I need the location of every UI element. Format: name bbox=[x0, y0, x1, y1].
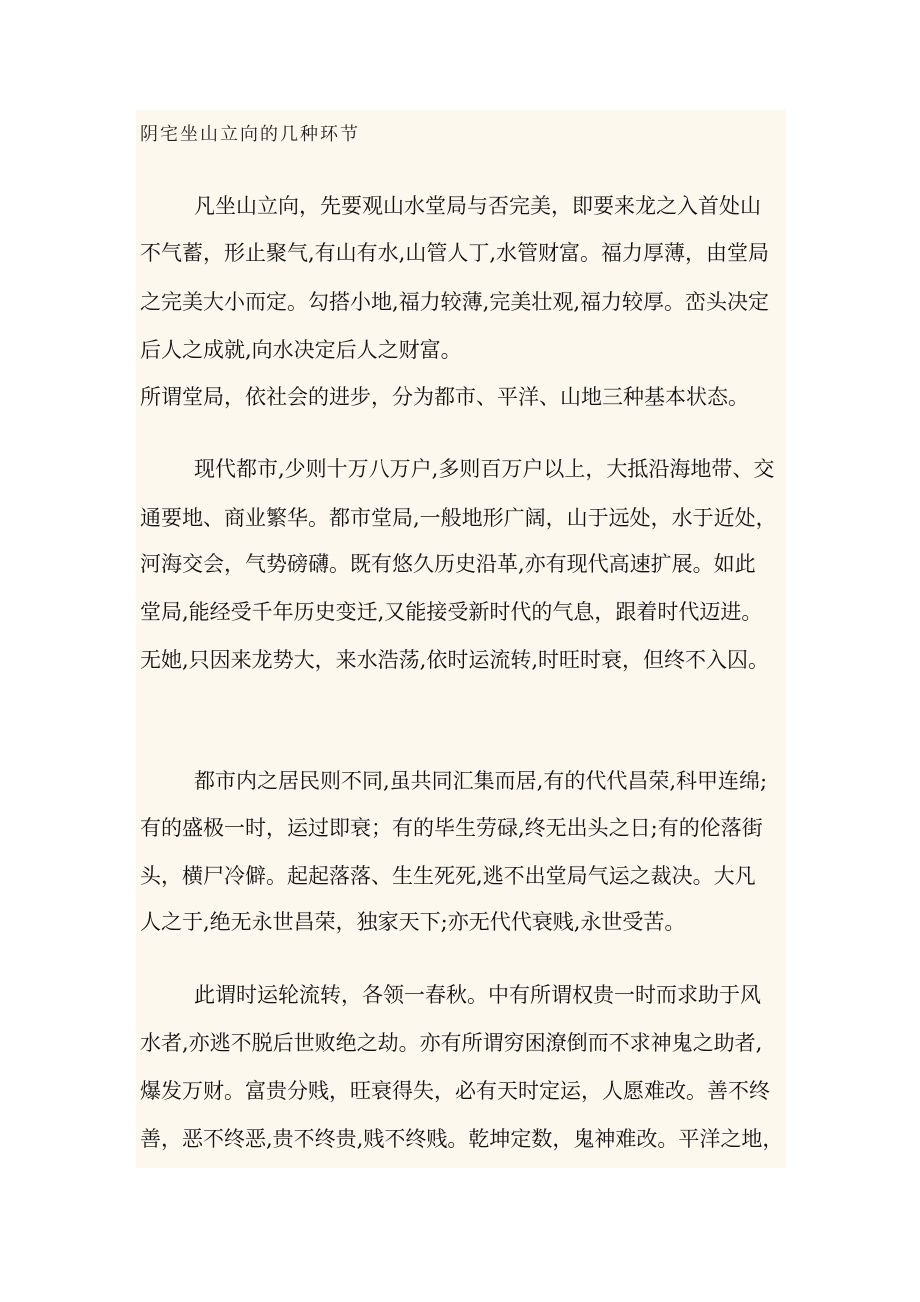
paragraph-3-line-1: 现代都市,少则十万八万户,多则百万户以上，大抵沿海地带、交 bbox=[194, 457, 775, 481]
paragraph-2-line-1: 所谓堂局，依社会的进步，分为都市、平洋、山地三种基本状态。 bbox=[140, 385, 749, 409]
paragraph-3-line-5: 无她,只因来龙势大，来水浩荡,依时运流转,时旺时衰，但终不入囚。 bbox=[140, 648, 770, 672]
paragraph-5-line-2: 水者,亦逃不脱后世败绝之劫。亦有所谓穷困潦倒而不求神鬼之助者, bbox=[140, 1031, 763, 1055]
paragraph-4-line-3: 头，横尸冷僻。起起落落、生生死死,逃不出堂局气运之裁决。大凡 bbox=[140, 864, 756, 888]
paragraph-1-line-1: 凡坐山立向，先要观山水堂局与否完美，即要来龙之入首处山 bbox=[194, 194, 761, 218]
paragraph-3-line-4: 堂局,能经受千年历史变迁,又能接受新时代的气息，跟着时代迈进。 bbox=[140, 600, 763, 624]
paragraph-4-line-2: 有的盛极一时，运过即衰；有的毕生劳碌,终无出头之日;有的伦落街 bbox=[140, 816, 763, 840]
paragraph-4-line-4: 人之于,绝无永世昌荣，独家天下;亦无代代衰贱,永世受苦。 bbox=[140, 910, 686, 934]
paragraph-1-line-4: 后人之成就,向水决定后人之财富。 bbox=[140, 338, 462, 362]
paragraph-1-line-2: 不气蓄，形止聚气,有山有水,山管人丁,水管财富。福力厚薄，由堂局 bbox=[140, 241, 770, 265]
paragraph-5-line-3: 爆发万财。富贵分贱，旺衰得失，必有天时定运，人愿难改。善不终 bbox=[140, 1079, 770, 1103]
document-title: 阴宅坐山立向的几种环节 bbox=[140, 124, 360, 145]
paragraph-4-line-1: 都市内之居民则不同,虽共同汇集而居,有的代代昌荣,科甲连绵; bbox=[194, 769, 768, 793]
paragraph-3-line-3: 河海交会，气势磅礴。既有悠久历史沿革,亦有现代高速扩展。如此 bbox=[140, 552, 756, 576]
paragraph-5-line-1: 此谓时运轮流转，各领一春秋。中有所谓权贵一时而求助于风 bbox=[194, 983, 761, 1007]
paragraph-1-line-3: 之完美大小而定。勾搭小地,福力较薄,完美壮观,福力较厚。峦头决定 bbox=[140, 290, 770, 314]
paragraph-3-line-2: 通要地、商业繁华。都市堂局,一般地形广阔，山于远处，水于近处， bbox=[140, 506, 777, 530]
text-background bbox=[136, 110, 786, 1168]
paragraph-5-line-4: 善，恶不终恶,贵不终贵,贱不终贱。乾坤定数，鬼神难改。平洋之地， bbox=[140, 1127, 784, 1151]
